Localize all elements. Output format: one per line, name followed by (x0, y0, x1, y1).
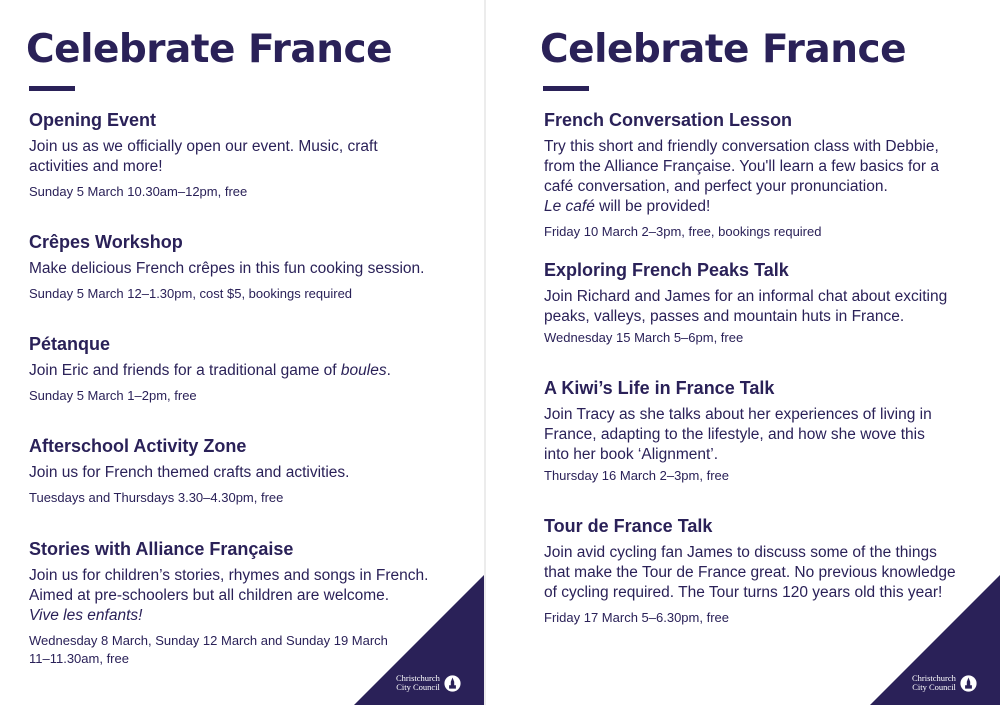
event-title: Crêpes Workshop (29, 232, 183, 252)
logo-line2: City Council (396, 682, 440, 692)
event-title: Opening Event (29, 110, 157, 130)
event-datetime: Tuesdays and Thursdays 3.30–4.30pm, free (29, 490, 284, 505)
event-description (29, 361, 459, 381)
desc-italic: Le café (544, 198, 595, 215)
event-title: French Conversation Lesson (544, 110, 793, 130)
logo-line1: Christchurch (912, 673, 956, 683)
title-underline (29, 86, 75, 91)
event-title: Exploring French Peaks Talk (544, 260, 789, 280)
event-description: Join us for French themed crafts and activities. (29, 464, 350, 481)
council-logo (912, 674, 977, 692)
event-description (544, 137, 964, 217)
flyer-page-left (0, 0, 484, 705)
event-datetime: Friday 10 March 2–3pm, free, bookings required (544, 224, 822, 239)
logo-line1: Christchurch (396, 673, 440, 683)
event-datetime: Sunday 5 March 1–2pm, free (29, 388, 197, 403)
event-datetime: Thursday 16 March 2–3pm, free (544, 468, 729, 483)
event-datetime: Wednesday 8 March, Sunday 12 March and Sunday 19 March 11–11.30am, free (29, 633, 388, 666)
event-datetime: Sunday 5 March 10.30am–12pm, free (29, 184, 248, 199)
page-title: Celebrate France (26, 27, 393, 72)
event-description: Join us as we officially open our event. Music, craft activities and more! (29, 138, 378, 175)
event-title: Afterschool Activity Zone (29, 436, 247, 456)
event-description: Make delicious French crêpes in this fun cooking session. (29, 260, 425, 277)
desc-text-end: will be provided! (594, 198, 711, 215)
event-crepes (29, 231, 459, 303)
event-title: Stories with Alliance Française (29, 539, 294, 559)
event-opening (29, 109, 459, 201)
event-title: A Kiwi’s Life in France Talk (544, 378, 775, 398)
event-datetime: Wednesday 15 March 5–6pm, free (544, 330, 744, 345)
page-title: Celebrate France (540, 27, 907, 72)
flyer-page-right (486, 0, 1000, 705)
event-datetime: Sunday 5 March 12–1.30pm, cost $5, bookings required (29, 286, 353, 301)
title-underline (543, 86, 589, 91)
logo-line2: City Council (912, 682, 956, 692)
desc-text-end: . (386, 362, 391, 379)
desc-text: Try this short and friendly conversation class with Debbie, from the Alliance Française. You'll learn a few basics for a café conversation, and perfect your pronunciation. (544, 138, 939, 195)
event-afterschool (29, 435, 459, 507)
event-description: Join Tracy as she talks about her experiences of living in France, adapting to the lifestyle, and how she wove this into her book ‘Alignment’. (544, 406, 932, 463)
desc-text: Join us for children’s stories, rhymes and songs in French. Aimed at pre-schoolers but all children are welcome. (29, 567, 429, 604)
event-conversation (544, 109, 974, 241)
event-peaks (544, 259, 974, 347)
event-petanque (29, 333, 459, 405)
cathedral-icon (444, 675, 461, 692)
event-description: Join avid cycling fan James to discuss some of the things that make the Tour de France great. No previous knowledge of cycling required. The Tour turns 120 years old this year! (544, 544, 956, 601)
event-title: Tour de France Talk (544, 516, 713, 536)
event-title: Pétanque (29, 334, 111, 354)
desc-italic: Vive les enfants! (29, 607, 143, 624)
council-logo (396, 674, 461, 692)
event-kiwi (544, 377, 974, 485)
desc-italic: boules (340, 362, 387, 379)
event-description: Join Richard and James for an informal chat about exciting peaks, valleys, passes and mountain huts in France. (544, 288, 948, 325)
desc-text: Join Eric and friends for a traditional game of (29, 362, 341, 379)
cathedral-icon (960, 675, 977, 692)
event-datetime: Friday 17 March 5–6.30pm, free (544, 610, 729, 625)
